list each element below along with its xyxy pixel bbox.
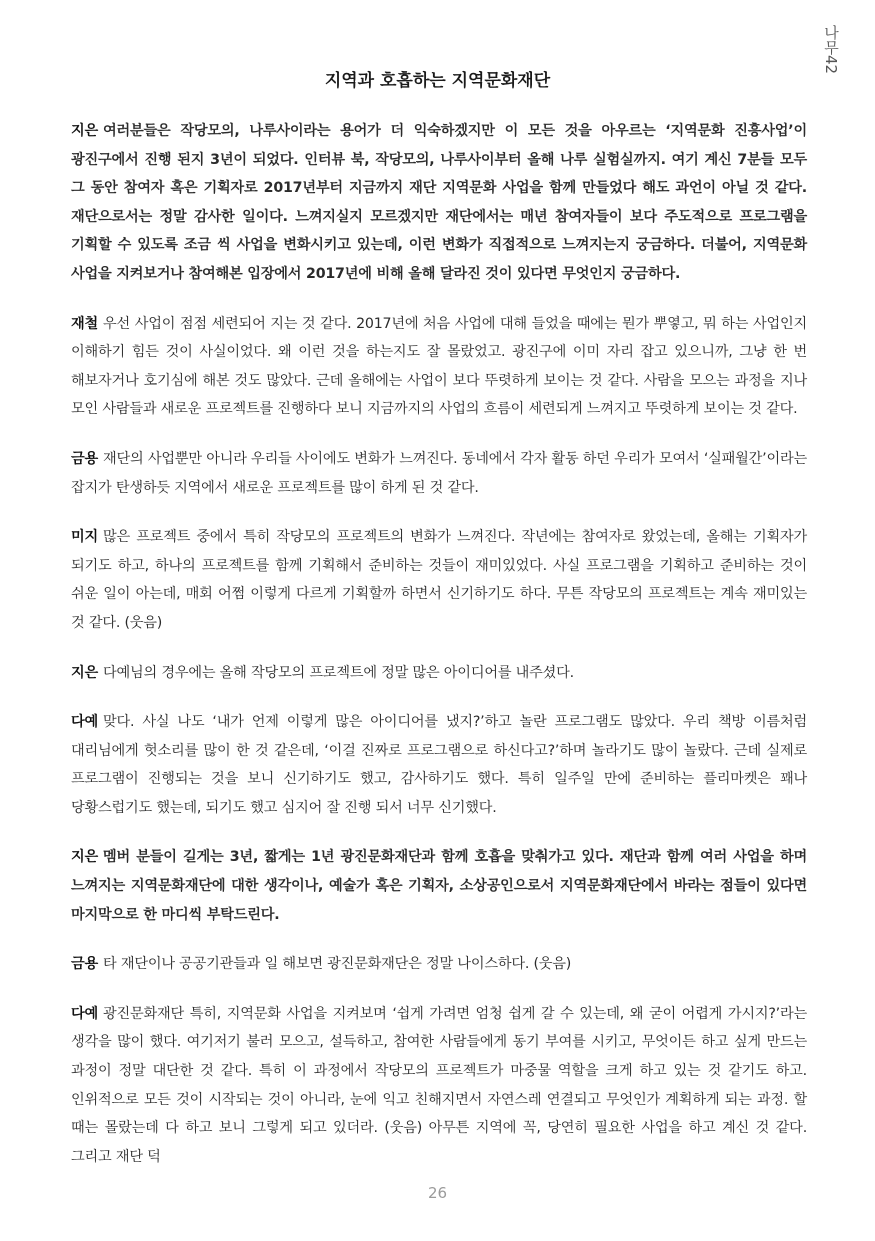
speaker-name: 금용	[71, 956, 99, 973]
speaker-name: 지은	[71, 849, 99, 866]
paragraph-4	[71, 523, 807, 637]
speaker-name: 미지	[71, 529, 99, 546]
speaker-name: 다예	[71, 714, 99, 731]
paragraph-6	[71, 708, 807, 822]
paragraph-9	[71, 1000, 807, 1172]
interview-body	[71, 117, 807, 1192]
side-label: 나무42	[822, 25, 840, 75]
paragraph-text: 다예님의 경우에는 올해 작당모의 프로젝트에 정말 많은 아이디어를 내주셨다.	[103, 664, 574, 681]
paragraph-text: 타 재단이나 공공기관들과 일 해보면 광진문화재단은 정말 나이스하다. (웃음)	[103, 956, 572, 973]
paragraph-text: 광진문화재단 특히, 지역문화 사업을 지켜보며 ‘쉽게 가려면 엄청 쉽게 갈 수 있는데, 왜 굳이 어렵게 가시지?’라는 생각을 많이 했다. 여기저기 불러 모으고, 설득하고, 참여한 사람들에게 동기 부여를 시키고, 무엇이든 하고 싶게 만드는 과정이 정말 대단한 것 같다. 특히 이 과정에서 작당모의 프로젝트가 마중물 역할을 크게 하고 있는 것 같기도 하고. 인위적으로 모든 것이 시작되는 것이 아니라, 눈에 익고 친해지면서 자연스레 연결되고 무엇인가 계획하게 되는 과정. 할 때는 몰랐는데 다 하고 보니 그렇게 되고 있더라. (웃음) 아무튼 지역에 꼭, 당연히 필요한 사업을 하고 계신 것 같다. 그리고 재단 덕	[71, 1005, 807, 1165]
paragraph-text: 많은 프로젝트 중에서 특히 작당모의 프로젝트의 변화가 느껴진다. 작년에는 참여자로 왔었는데, 올해는 기획자가 되기도 하고, 하나의 프로젝트를 함께 기획해서 준비하는 것들이 재미있었다. 사실 프로그램을 기획하고 준비하는 것이 쉬운 일이 아는데, 매회 어쩜 이렇게 다르게 기획할까 하면서 신기하기도 하다. 무튼 작당모의 프로젝트는 계속 재미있는 것 같다. (웃음)	[71, 529, 807, 631]
paragraph-7	[71, 843, 807, 929]
page-number: 26	[427, 1184, 448, 1202]
paragraph-text: 재단의 사업뿐만 아니라 우리들 사이에도 변화가 느껴진다. 동네에서 각자 활동 하던 우리가 모여서 ‘실패월간’이라는 잡지가 탄생하듯 지역에서 새로운 프로젝트를 많이 하게 된 것 같다.	[71, 450, 807, 496]
paragraph-1	[71, 117, 807, 289]
speaker-name: 재철	[71, 315, 99, 332]
paragraph-text: 멤버 분들이 길게는 3년, 짧게는 1년 광진문화재단과 함께 호흡을 맞춰가고 있다. 재단과 함께 여러 사업을 하며 느껴지는 지역문화재단에 대한 생각이나, 예술가 혹은 기획자, 소상공인으로서 지역문화재단에서 바라는 점들이 있다면 마지막으로 한 마디씩 부탁드린다.	[71, 849, 807, 923]
paragraph-2	[71, 310, 807, 424]
paragraph-text: 맞다. 사실 나도 ‘내가 언제 이렇게 많은 아이디어를 냈지?’하고 놀란 프로그램도 많았다. 우리 책방 이름처럼 대리님에게 헛소리를 많이 한 것 같은데, ‘이걸 진짜로 프로그램으로 하신다고?’하며 놀라기도 많이 놀랐다. 근데 실제로 프로그램이 진행되는 것을 보니 신기하기도 했고, 감사하기도 했다. 특히 일주일 만에 준비하는 플리마켓은 꽤나 당황스럽기도 했는데, 되기도 했고 심지어 잘 진행 되서 너무 신기했다.	[71, 714, 807, 816]
paragraph-3	[71, 445, 807, 502]
speaker-name: 다예	[71, 1005, 99, 1022]
speaker-name: 지은	[71, 123, 99, 139]
paragraph-8	[71, 950, 807, 979]
paragraph-text: 우선 사업이 점점 세련되어 지는 것 같다. 2017년에 처음 사업에 대해 들었을 때에는 뭔가 뿌옇고, 뭐 하는 사업인지 이해하기 힘든 것이 사실이었다. 왜 이런 것을 하는지도 잘 몰랐었고. 광진구에 이미 자리 잡고 있으니까, 그냥 한 번 해보자거나 호기심에 해본 것도 많았다. 근데 올해에는 사업이 보다 뚜렷하게 보이는 것 같다. 사람을 모으는 과정을 지나 모인 사람들과 새로운 프로젝트를 진행하다 보니 지금까지의 사업의 흐름이 세련되게 느껴지고 뚜렷하게 보이는 것 같다.	[71, 315, 807, 418]
paragraph-5	[71, 659, 807, 688]
speaker-name: 금용	[71, 450, 99, 467]
paragraph-text: 여러분들은 작당모의, 나루사이라는 용어가 더 익숙하겠지만 이 모든 것을 아우르는 ‘지역문화 진흥사업’이 광진구에서 진행 된지 3년이 되었다. 인터뷰 북, 작당모의, 나루사이부터 올해 나루 실험실까지. 여기 계신 7분들 모두 그 동안 참여자 혹은 기획자로 2017년부터 지금까지 재단 지역문화 사업을 함께 만들었다 해도 과언이 아닐 것 같다. 재단으로서는 정말 감사한 일이다. 느껴지실지 모르겠지만 재단에서는 매년 참여자들이 보다 주도적으로 프로그램을 기획할 수 있도록 조금 씩 사업을 변화시키고 있는데, 이런 변화가 직접적으로 느껴지는지 궁금하다. 더불어, 지역문화 사업을 지켜보거나 참여해본 입장에서 2017년에 비해 올해 달라진 것이 있다면 무엇인지 궁금하다.	[71, 123, 807, 282]
speaker-name: 지은	[71, 664, 99, 681]
page-title: 지역과 호흡하는 지역문화재단	[324, 71, 551, 91]
